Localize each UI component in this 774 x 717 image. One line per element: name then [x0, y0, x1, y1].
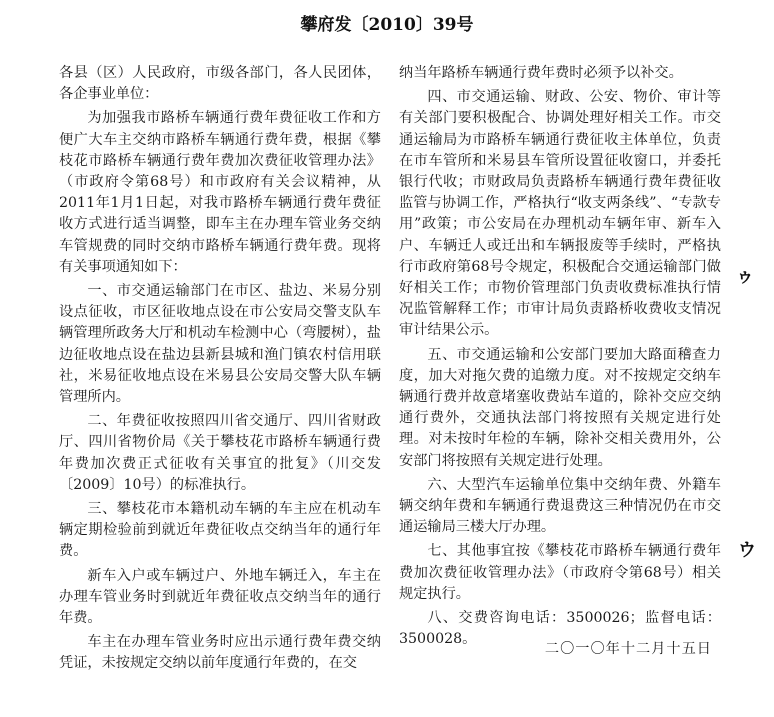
new-vehicle-paragraph: 新车入户或车辆过户、外地车辆迁入，车主在办理车管业务时到就近年费征收点交纳当年的通行年费。 [59, 567, 381, 627]
margin-mark-icon: ウ [738, 540, 756, 561]
document-number-heading: 攀府发〔2010〕39号 [300, 15, 474, 35]
item-7-paragraph: 七、其他事宜按《攀枝花市路桥车辆通行费年费加次费征收管理办法》（市政府令第68号）相关规定执行。 [399, 543, 721, 602]
left-column [59, 63, 381, 675]
margin-mark-icon: ゥ [736, 266, 754, 287]
right-column [399, 63, 721, 650]
item-5-paragraph: 五、市交通运输和公安部门要加大路面稽查力度，加大对拖欠费的追缴力度。对不按规定交纳车辆通行费并故意堵塞收费站车道的，除补交应交纳通行费外，交通执法部门将按照有关规定进行处理。对未按时年检的车辆，除补交相关费用外，公安部门将按照有关规定进行处理。 [399, 346, 721, 469]
item-6-paragraph: 六、大型汽车运输单位集中交纳年费、外籍车辆交纳年费和车辆通行费退费这三种情况仍在市交通运输局三楼大厅办理。 [399, 476, 721, 536]
item-4-paragraph: 四、市交通运输、财政、公安、物价、审计等有关部门要积极配合、协调处理好相关工作。市交通运输局为市路桥车辆通行费征收主体单位，负责在市车管所和米易县车管所设置征收窗口，并委托银行代收；市财政局负责路桥车辆通行费年费征收监管与协调工作，严格执行“收支两条线”、“专款专用”政策；市公安局在办理机动车辆年审、新车入户、车辆迁人或迁出和车辆报废等手续时，严格执行市政府第68号令规定，积极配合交通运输部门做好相关工作；市物价管理部门负责收费标准执行情况监管解释工作；市审计局负责路桥收费收支情况审计结果公示。 [399, 89, 721, 339]
item-2-paragraph: 二、年费征收按照四川省交通厅、四川省财政厅、四川省物价局《关于攀枝花市路桥车辆通行费年费加次费正式征收有关事宜的批复》（川交发〔2009〕10号）的标准执行。 [59, 413, 381, 493]
issue-date: 二〇一〇年十二月十五日 [544, 641, 712, 657]
addressee-paragraph: 各县（区）人民政府，市级各部门，各人民团体，各企事业单位： [59, 65, 381, 103]
item-1-paragraph: 一、市交通运输部门在市区、盐边、米易分别设点征收，市区征收地点设在市公安局交警支队车辆管理所政务大厅和机动车检测中心（弯腰树），盐边征收地点设在盐边县新县城和渔门镇农村信用联社，米易征收地点设在米易县公安局交警大队车辆管理所内。 [59, 283, 381, 406]
intro-paragraph: 为加强我市路桥车辆通行费年费征收工作和方便广大车主交纳市路桥车辆通行费年费，根据《攀枝花市路桥车辆通行费年费加次费征收管理办法》（市政府令第68号）和市政府有关会议精神，从2011年1月1日起，对我市路桥车辆通行费年费征收方式进行适当调整，即车主在办理车管业务交纳车管规费的同时交纳市路桥车辆通行费年费。现将有关事项通知如下： [59, 110, 381, 275]
item-8-paragraph: 八、交费咨询电话：3500026；监督电话：3500028。 [399, 610, 721, 648]
payment-proof-paragraph: 车主在办理车管业务时应出示通行费年费交纳凭证，未按规定交纳以前年度通行年费的，在交 [59, 634, 381, 672]
item-3-paragraph: 三、攀枝花市本籍机动车辆的车主应在机动车辆定期检验前到就近年费征收点交纳当年的通行年费。 [59, 501, 381, 560]
continuation-paragraph: 纳当年路桥车辆通行费年费时必须予以补交。 [399, 65, 683, 81]
